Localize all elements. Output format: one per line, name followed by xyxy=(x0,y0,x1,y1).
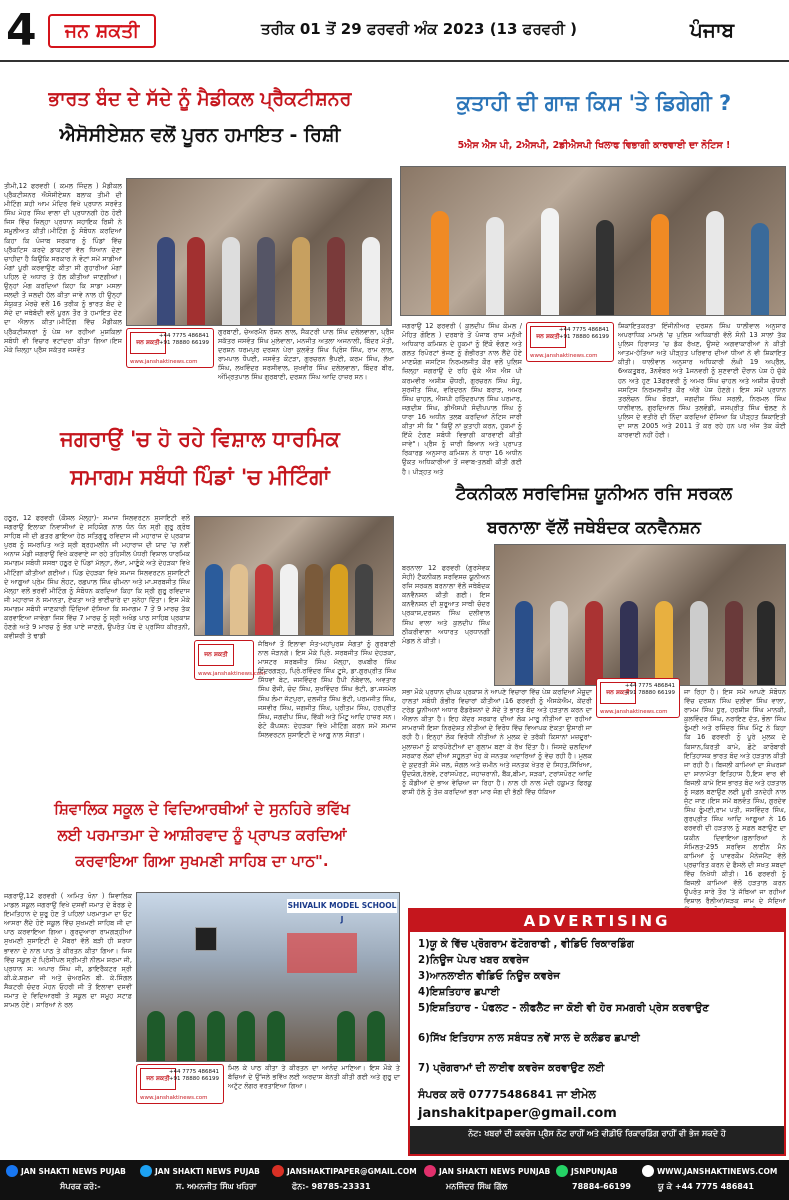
twitter-label: JAN SHAKTI NEWS PUJAB xyxy=(155,1167,260,1176)
badge-phones: +44 7775 486841 +91 78880 66199 xyxy=(168,1069,219,1082)
article-religious-event xyxy=(0,426,400,796)
ad-email-link[interactable]: janshakitpaper@gmail.com xyxy=(418,1106,617,1121)
masthead xyxy=(0,0,789,62)
stage-decoration xyxy=(287,933,357,973)
ad-item-6: 6)ਸਿੱਖ ਇਤਿਹਾਸ ਨਾਲ ਸਬੰਧਤ ਨਵੇਂ ਸਾਲ ਦੇ ਕਲੰਡਰ ਛਪਾਈ xyxy=(418,1033,640,1044)
ad-item-3: 3)ਆਨਲਾਈਨ ਵੀਡਿਓ ਨਿਊਜ਼ ਕਵਰੇਜ xyxy=(418,971,561,982)
article-3-headline-line-2: ਸਮਾਗਮ ਸਬੰਧੀ ਪਿੰਡਾਂ 'ਚ ਮੀਟਿੰਗਾਂ xyxy=(70,465,330,489)
badge-url: www.janshaktinews.com xyxy=(530,353,598,359)
footer-phone-1: ਫੋਨ:- 98785-23331 xyxy=(292,1182,371,1191)
article-3-body: ਹਠੂਰ, 12 ਫਰਵਰੀ (ਕੌਸ਼ਲ ਮੱਲ੍ਹਾ)- ਸਮਾਜ ਸਿਲਵਰਟਨ ਸੁਸਾਇਟੀ ਵਲੋਂ ਜਗਰਾਉਂ ਇਲਾਕਾ ਨਿਵਾਸੀਆਂ ਦੇ ਸਹਿਯੋਗ ਨਾਲ ਧੰਨ ਧੰਨ ਸ੍ਰੀ ਗੁਰੂ ਗ੍ਰੰਥ ਸਾਹਿਬ ਜੀ ਦੀ ਛਤਰ ਛਾਇਆ ਹੇਠ ਸਤਿਗੁਰੂ ਰਵਿਦਾਸ ਜੀ ਮਹਾਰਾਜ ਦੇ ਪ੍ਰਕਾਸ਼ ਪੁਰਬ ਨੂੰ ਸਮਰਪਿਤ ਅਤੇ ਸ਼੍ਰੀ ਬ੍ਰਹਮਲੀਨ ਜੀ ਮਹਾਰਾਜ ਦੀ ਯਾਦ 'ਚ ਨਵੀਂ ਅਨਾਜ ਮੰਡੀ ਜਗਰਾਉਂ ਵਿਖੇ ਕਰਵਾਏ ਜਾ ਰਹੇ ਤਹਿਸੀਲ ਪੱਧਰੀ ਵਿਸ਼ਾਲ ਧਾਰਮਿਕ ਸਮਾਗਮ ਸਬੰਧੀ ਸਸਥਾ ਹਠੂਰ ਦੇ ਪਿੰਡਾਂ ਮੱਲ੍ਹਾ, ਲੱਖਾ, ਮਾਣੂੰਕੇ ਅਤੇ ਦੇਹੜਕਾ ਵਿਖੇ ਮੀਟਿੰਗਾਂ ਕੀਤੀਆਂ ਗਈਆਂ। ਪਿੰਡ ਦੇਹੜਕਾ ਵਿਖੇ ਸਮਾਜ ਸਿਲਵਰਟਨ ਸੁਸਾਇਟੀ ਦੇ ਆਗੂਆਂ ਪ੍ਰੇਮ ਸਿੰਘ ਲੋਹਟ, ਰਛਪਾਲ ਸਿੰਘ ਚੀਮਨਾ ਅਤੇ ਮਾ.ਸਰਬਜੀਤ ਸਿੰਘ ਮੱਲ੍ਹਾ ਵਲੋਂ ਭਰਵੀਂ ਮੀਟਿੰਗ ਨੂੰ ਸੰਬੋਧਨ ਕਰਦਿਆਂ ਕਿਹਾ ਕਿ ਸ੍ਰੀ ਗੁਰੂ ਰਵਿਦਾਸ ਜੀ ਮਹਾਰਾਜ ਨੇ ਸਮਾਨਤਾ, ਏਕਤਾ ਅਤੇ ਭਾਈਚਾਰੇ ਦਾ ਸੁਨੇਹਾ ਦਿੱਤਾ। ਇਸ ਮੌਕੇ ਸਮਾਗਮ ਸਬੰਧੀ ਜਾਣਕਾਰੀ ਦਿੰਦਿਆਂ ਦੱਸਿਆ ਕਿ ਸਮਾਗਮ 7 ਤੋਂ 9 ਮਾਰਚ ਤੱਕ ਕਰਵਾਇਆ ਜਾਵੇਗਾ ਜਿਸ ਵਿੱਚ 7 ਮਾਰਚ ਨੂੰ ਸ੍ਰੀ ਅਖੰਡ ਪਾਠ ਸਾਹਿਬ ਪ੍ਰਕਾਸ਼ ਹੋਣਗੇ ਅਤੇ 9 ਮਾਰਚ ਨੂੰ ਭੋਗ ਪਾਏ ਜਾਣਗੇ, ਉਪਰੰਤ ਪੰਥ ਦੇ ਪ੍ਰਸਿੱਧ ਕੀਰਤਨੀ, ਕਵੀਸ਼ਰੀ ਤੇ ਢਾਡੀ xyxy=(4,514,190,641)
officials-photo xyxy=(400,166,786,316)
article-shivalik-school xyxy=(0,796,404,1158)
newspaper-logo[interactable]: ਜਨ ਸ਼ਕਤੀ xyxy=(48,14,156,48)
article-4-intro: ਬਰਨਾਲਾ 12 ਫਰਵਰੀ (ਗੁਰਸੇਵਕ ਸੋਹੀ) ਟੈਕਨੀਕਲ ਸਰਵਿਸਜ਼ ਯੂਨੀਅਨ ਰਜਿ ਸਰਕਲ ਬਰਨਾਲਾ ਵੱਲੋਂ ਜਥੇਬੰਦਕ ਕਨਵੈਨਸ਼ਨ ਕੀਤੀ ਗਈ। ਇਸ ਕਨਵੈਨਸ਼ਨ ਦੀ ਸ਼ੁਰੂਆਤ ਸਾਥੀ ਚੰਦਰ ਪ੍ਰਕਾਸ਼,ਦਰਸ਼ਨ ਸਿੰਘ ਦਲੀਵਾਲ ਸਿੰਘ ਵਾਲਾ ਅਤੇ ਕੁਲਦੀਪ ਸਿੰਘ ਠੀਕਰੀਵਾਲਾ ਅਧਾਰਤ ਪ੍ਰਧਾਨਗੀ ਮੰਡਲ ਨੇ ਕੀਤੀ। xyxy=(402,564,490,645)
badge-logo: ਜਨ ਸ਼ਕਤੀ xyxy=(130,332,166,354)
badge-phones: +44 7775 486841 +91 78880 66199 xyxy=(158,333,209,346)
article-technical-services xyxy=(400,426,789,906)
article-4-body-continued: ਜਾ ਰਿਹਾ ਹੈ। ਇਸ ਸਮੇਂ ਆਪਣੇ ਸੰਬੋਧਨ ਵਿੱਚ ਦਰਸ਼ਨ ਸਿੰਘ ਦਲੀਵਾ ਸਿੰਘ ਵਾਲਾ, ਰਾਮਮ ਸਿੰਘ ਧੂਰ, ਹਰਸ਼ੀਸ਼ ਸਿੰਘ ਮਾਨਕੀ, ਕੁਲਵਿੰਦਰ ਸਿੰਘ, ਨਰਾਇਣ ਦੱਤ, ਭੋਲਾ ਸਿੰਘ ਰੂੰਮਣੀ ਅਤੇ ਰਜਿੰਦਰ ਸਿੰਘ ਮਿੰਟੂ ਨੇ ਕਿਹਾ ਕਿ 16 ਫਰਵਰੀ ਨੂੰ ਪੂਰੇ ਮੁਲਕ ਦੇ ਕਿਸਾਨ,ਕਿਰਤੀ ਕਾਮੇ, ਛੋਟੇ ਕਾਰੋਬਾਰੀ ਇਤਿਹਾਸਕ ਭਾਰਤ ਬੰਦ ਅਤੇ ਹੜਤਾਲ ਕੀਤੀ ਜਾ ਰਹੀ ਹੈ। ਬਿਜਲੀ ਕਾਮਿਆਂ ਦਾ ਸੰਘਰਸ਼ਾਂ ਦਾ ਸ਼ਾਨਾਮੱਤਾ ਇਤਿਹਾਸ ਹੈ,ਇਸ ਵਾਰ ਵੀ ਬਿਜਲੀ ਕਾਮੇ ਇਸ ਭਾਰਤ ਬੰਦ ਅਤੇ ਹੜਤਾਲ ਨੂੰ ਸਫ਼ਲ ਬਣਾਉਣ ਲਈ ਪੂਰੀ ਤਨਦੇਹੀ ਨਾਲ ਜੁੱਟ ਜਾਣ।ਇਸ ਸਮੇਂ ਬਲਵੰਤ ਸਿੰਘ, ਗੁਰਦੇਵ ਸਿੰਘ ਰੂੰਮਣੀ,ਰਾਮ ਪਤੀ, ਜਸਵਿੰਦਰ ਸਿੰਘ, ਗੁਰਪ੍ਰੀਤ ਸਿੰਘ ਆਦਿ ਆਗੂਆਂ ਨੇ 16 ਫਰਵਰੀ ਦੀ ਹੜਤਾਲ ਨੂੰ ਸਫ਼ਲ ਬਣਾਉਣ ਦਾ ਯਕੀਨ ਦਿਵਾਇਆ।ਬੁਲਾਰਿਆਂ ਨੇ ਸੰਮਿਲਤ-295 ਸਰਵਿਸ ਲਾਈਨ ਮੈਨ ਕਾਮਿਆਂ ਨੂੰ ਪਾਵਰਕੌਮ ਮੈਨੇਜਮੈਂਟ ਵੱਲੋਂ ਪ੍ਰਚਾਰਿਤ ਕਰਨ ਦੇ ਫੈਸਲੇ ਦੀ ਸਖ਼ਤ ਸ਼ਬਦਾਂ ਵਿੱਚ ਨਿਖੇਧੀ ਕੀਤੀ। 16 ਫਰਵਰੀ ਨੂੰ ਬਿਜਲੀ ਕਾਮਿਆਂ ਵੱਲੋਂ ਹੜਤਾਲ ਕਰਨ ਉਪਰੰਤ ਸਾਰੇ ਤੌਰ 'ਤੇ ਜੱਥਿਆਂ ਜਾ ਰਹੀਆਂ ਵਿਸ਼ਾਲ ਰੈਲੀਆਂ/ਸੜਕ ਜਾਮ ਦੇ ਸੱਦਿਆਂ xyxy=(684,688,786,906)
article-5-body: ਜਗਰਾਉਂ,12 ਫਰਵਰੀ ( ਅਮਿਤ ਖੰਨਾ ) ਸ਼ਿਵਾਲਿਕ ਮਾਡਲ ਸਕੂਲ ਜਗਰਾਉਂ ਵਿਖੇ ਦਸਵੀਂ ਜਮਾਤ ਦੇ ਬੋਰਡ ਦੇ ਇਮਤਿਹਾਨ ਦੇ ਸ਼ੁਰੂ ਹੋਣ ਤੋਂ ਪਹਿਲਾਂ ਪਰਮਾਤਮਾ ਦਾ ਓਟ ਆਸਰਾ ਲੈਂਦੇ ਹੋਏ ਸਕੂਲ ਵਿੱਚ ਸੁਖਮਣੀ ਸਾਹਿਬ ਜੀ ਦਾ ਪਾਠ ਕਰਵਾਇਆ ਗਿਆ। ਗੁਰਦੁਆਰਾ ਰਾਮਗੜ੍ਹੀਆਂ ਸੁਖਮਣੀ ਸੁਸਾਇਟੀ ਦੇ ਮੈਂਬਰਾਂ ਵੱਲੋਂ ਬੜੀ ਹੀ ਸ਼ਰਧਾ ਭਾਵਨਾ ਦੇ ਨਾਲ ਪਾਠ ਤੇ ਕੀਰਤਨ ਕੀਤਾ ਗਿਆ। ਜਿਸ ਵਿੱਚ ਸਕੂਲ ਦੇ ਪ੍ਰਿੰਸੀਪਲ ਸ੍ਰੀਮਤੀ ਨੀਲਮ ਸ਼ਰਮਾ ਜੀ, ਪ੍ਰਧਾਨ ਸ: ਅਪਾਰ ਸਿੰਘ ਜੀ, ਡਾਇਰੈਕਟਰ ਸ੍ਰੀ ਕੀ.ਕੇ.ਸ਼ਰਮਾ ਜੀ ਅਤੇ ਚੇਅਰਮੈਨ ਬੀ. ਕੇ.ਸਿੰਗਲ ਸੈਕਟਰੀ ਚੰਦਰ ਮੋਹਨ ਓਹਰੀ ਜੀ ਤੋਂ ਇਲਾਵਾ ਦਸਵੀਂ ਜਮਾਤ ਦੇ ਵਿਦਿਆਰਥੀ ਤੇ ਸਕੂਲ ਦਾ ਸਮੂਹ ਸਟਾਫ਼ ਸ਼ਾਮਲ ਹੋਏ। ਸਾਰਿਆਂ ਨੇ ਰਲ xyxy=(4,892,132,1010)
facebook-icon xyxy=(6,1165,18,1177)
badge-url: www.janshaktinews.com xyxy=(140,1095,208,1101)
dateline: ਤਰੀਕ 01 ਤੋਂ 29 ਫਰਵਰੀ ਅੰਕ 2023 (13 ਫਰਵਰੀ ) xyxy=(260,20,578,38)
article-2-body-continued: ਸ਼ਿਕਾਇਤਕਰਤਾ ਇੰਜੀਨੀਅਰ ਦਰਸ਼ਨ ਸਿੰਘ ਧਾਲੀਵਾਲ ਅਨੁਸਾਰ ਅਪਰਾਧਿਕ ਮਾਮਲੇ 'ਚ ਪੁਲਿਸ ਅਧਿਕਾਰੀ ਵੱਲੋਂ ਸੰਨੀ 13 ਸਾਲਾਂ ਤੱਕ ਪੁਲਿਸ ਹਿਰਾਸਤ 'ਚ ਡੱਕ ਰੱਖਣ, ਉਸਦੇ ਅਗਵਾਕਾਰੀਆਂ ਨੇ ਕੀਤੀ ਆਤਮ-ਹੱਤਿਆ ਅਤੇ ਪੀੜ੍ਹਤ ਪਰਿਵਾਰ ਦੀਆਂ ਧੀਆਂ ਨੇ ਵੀ ਸ਼ਿਕਾਇਤ ਕੀਤੀ। ਧਾਲੀਵਾਲ ਅਨੁਸਾਰ ਅਧਿਕਾਰੀ ਲੰਘੀ 19 ਅਪ੍ਰੈਲ, 6ਅਕਤੂਬਰ, 3ਨਵੰਬਰ ਅਤੇ 1ਜਨਵਰੀ ਨੂੰ ਸੁਣਵਾਈ ਦੌਰਾਨ ਪੇਸ਼ ਹੋ ਚੁੱਕੇ ਹਨ ਅਤੇ ਹੁਣ 13ਫਰਵਰੀ ਨੂੰ ਅਮਰ ਸਿੰਘ ਚਾਹਲ ਅਤੇ ਅਸ਼ੀਸ਼ ਚੌਧਰੀ ਜਸਟਿਸ ਨਿਰਮਲਜੀਤ ਕੌਰ ਅੱਗੇ ਪੇਸ਼ ਹੋਣਗੇ। ਇਸ ਸਮੇਂ ਪ੍ਰਧਾਨ ਤਰਲੋਚਨ ਸਿੰਘ ਝੋਰੜਾਂ, ਜਗਦੀਸ਼ ਸਿੰਘ ਸਰਲੀ, ਨਿਰਮਲ ਸਿੰਘ ਧਾਲੀਵਾਲ, ਗੁਰਦਿਆਲ ਸਿੰਘ ਤਲਵੰਡੀ, ਜਸਪ੍ਰੀਤ ਸਿੰਘ ਢੋਲਣ ਨੇ ਪੁਲਿਸ ਦੇ ਵਤੀਰੇ ਦੀ ਨਿੰਦਾ ਕਰਦਿਆਂ ਦੱਸਿਆ ਕਿ ਪੀੜ੍ਹਤ ਸ਼ਿਕਾਇਤੀ ਦਾ ਸਾਲ 2005 ਅਤੇ 2011 ਤੋਂ ਕਰ ਰਹੇ ਹਨ ਪਰ ਅੱਜ ਤੱਕ ਕੋਈ ਕਾਰਵਾਈ ਨਹੀਂ ਹੋਈ। xyxy=(618,322,786,440)
globe-icon xyxy=(642,1165,654,1177)
badge-logo: ਜਨ ਸ਼ਕਤੀ xyxy=(140,1068,176,1090)
school-sign: SHIVALIK MODEL SCHOOL J xyxy=(287,901,397,924)
instagram-icon xyxy=(424,1165,436,1177)
facebook-label: JAN SHAKTI NEWS PUJAB xyxy=(21,1167,126,1176)
advertising-box xyxy=(408,908,786,1156)
badge-url: www.janshaktinews.com xyxy=(600,709,668,715)
article-2-subhead: 5ਐਸ ਐਸ ਪੀ, 2ਐਸਪੀ, 2ਡੀਐਸਪੀ ਖਿਲਾਫ ਵਿਭਾਗੀ ਕਾਰਵਾਈ ਦਾ ਨੋਟਿਸ ! xyxy=(457,140,731,151)
twitter-link[interactable] xyxy=(140,1164,260,1179)
badge-url: www.janshaktinews.com xyxy=(198,671,266,677)
article-5-headline-line-2: ਲਈ ਪਰਮਾਤਮਾ ਦੇ ਆਸ਼ੀਰਵਾਦ ਨੂੰ ਪ੍ਰਾਪਤ ਕਰਦਿਆਂ xyxy=(57,826,347,844)
article-medical-practitioners xyxy=(0,66,400,426)
whatsapp-label: JSNPUNJAB xyxy=(571,1167,618,1176)
article-2-body: ਜਗਰਾਉਂ 12 ਫਰਵਰੀ ( ਕੁਲਦੀਪ ਸਿੰਘ ਕੋਮਲ /ਮੋਹਿਤ ਗੋਇਲ ) ਦਰਬਾਰੇ ਤੋਂ ਪੰਜਾਬ ਰਾਜ ਮਨੁੱਖੀ ਅਧਿਕਾਰ ਕਮਿਸ਼ਨ ਦੇ ਹੁਕਮਾਂ ਨੂੰ ਇੱਕੋ ਵੰਗਣ ਅਤੇ ਗਲਤ ਰਿਪੋਰਟਾਂ ਭੇਜਣ ਨੂੰ ਗੰਭੀਰਤਾ ਨਾਲ ਲੈਂਦੇ ਹੋਏ ਮਾਣਯੋਗ ਜਸਟਿਸ ਨਿਰਮਲਜੀਤ ਕੌਰ ਵਲੋਂ ਪੁਲਿਸ ਜ਼ਿਲ੍ਹਾ ਜਗਰਾਉਂ ਦੇ ਰਹਿ ਚੁੱਕੇ ਐਸ ਐਸ ਪੀ ਕਰਮਵੀਰ ਅਸ਼ੀਸ਼ ਚੌਧਰੀ, ਗੁਰਚਰਨ ਸਿੰਘ ਸੰਧੂ, ਸੁਰਜੀਤ ਸਿੰਘ, ਵਰਿਦਰਨ ਸਿੰਘ ਬਰਾੜ, ਅਮਰ ਸਿੰਘ ਚਾਹਲ, ਐਸਪੀ ਹਰਿੰਦਰਪਾਲ ਸਿੰਘ ਪਰਮਾਰ, ਜਗਦੀਸ਼ ਸਿੰਘ, ਡੀਐਸਪੀ ਸੰਦੀਪਪਾਲ ਸਿੰਘ ਨੂੰ ਧਾਰਾ 16 ਅਧੀਨ ਤਲਬ ਕਰਦਿਆਂ ਨੋਟਿਸ ਜਾਰੀ ਕੀਤਾ ਸੀ ਕਿ " ਕਿਉਂ ਨਾਂ ਕੁਤਾਹੀ ਕਰਨ, ਹੁਕਮਾਂ ਨੂੰ ਇੱਕੋ ਟੰਗਣ ਸਬੰਧੀ ਵਿਭਾਗੀ ਕਾਰਵਾਈ ਕੀਤੀ ਜਾਵੇ"। ਪ੍ਰੈਸ ਨੂੰ ਜਾਰੀ ਬਿਆਨ ਅਤੇ ਪ੍ਰਾਪਤ ਰਿਕਾਰਡ ਅਨੁਸਾਰ ਕਮਿਸ਼ਨ ਨੇ ਧਾਰਾ 16 ਅਧੀਨ ਉਕਤ ਅਧਿਕਾਰੀਆਂ ਤੋਂ ਜਵਾਬ-ਤਲਬੀ ਕੀਤੀ ਗਈ ਹੈ। ਪੀੜ੍ਹਤ ਅਤੇ xyxy=(402,322,522,476)
meeting-photo xyxy=(126,178,392,326)
ad-item-4: 4)ਇਸ਼ਤਿਹਾਰ ਛਪਾਈ xyxy=(418,987,500,998)
advertising-title: ADVERTISING xyxy=(410,910,784,932)
footer-editor: ਸ. ਅਮਨਜੀਤ ਸਿੰਘ ਖਹਿਰਾ xyxy=(176,1182,257,1191)
section-label: ਪੰਜਾਬ xyxy=(690,18,735,42)
badge-logo: ਜਨ ਸ਼ਕਤੀ xyxy=(198,644,234,666)
article-5-headline-line-3: ਕਰਵਾਇਆ ਗਿਆ ਸੁਖਮਣੀ ਸਾਹਿਬ ਦਾ ਪਾਠ". xyxy=(75,852,329,870)
portrait-frame xyxy=(195,927,217,951)
article-3-body-continued: ਜੱਥਿਆਂ ਤੋਂ ਇਲਾਵਾ ਸੰਤ-ਮਹਾਂਪੁਰਸ਼ ਸੰਗਤਾਂ ਨੂੰ ਗੁਰਬਾਣੀ ਨਾਲ ਜੋੜਨਗੇ। ਇਸ ਮੌਕੇ ਪ੍ਰਿੰ. ਸਰਬਜੀਤ ਸਿੰਘ ਦੇਹੜਕਾ, ਮਾਸਟਰ ਸਰਬਜੀਤ ਸਿੰਘ ਮੱਲ੍ਹਾ, ਰਘਬੀਰ ਸਿੰਘ ਇੰਦਰਗੜ੍ਹ, ਪ੍ਰਿੰ.ਰਵਿੰਦਰ ਸਿੰਘ ਟੂਸੇ, ਡਾ.ਗੁਰਪ੍ਰੀਤ ਸਿੰਘ ਸਿੱਧਵਾਂ ਬੇਟ, ਜਸਵਿੰਦਰ ਸਿੰਘ ਹੈਪੀ ਨੰਬੇਵਾਲ, ਅਵਤਾਰ ਸਿੰਘ ਫੌਜੀ, ਚੰਦ ਸਿੰਘ, ਸੁਖਵਿੰਦਰ ਸਿੰਘ ਭੱਟੀ, ਡਾ.ਜਸਮੇਲ ਸਿੰਘ ਲੰਮਾ ਜੱਟਪੁਰਾ, ਦਲਜੀਤ ਸਿੰਘ ਭੱਟੀ, ਪਰਮਜੀਤ ਸਿੰਘ, ਜਸਵੀਰ ਸਿੰਘ, ਜਗਜੀਤ ਸਿੰਘ, ਪ੍ਰੀਤਮ ਸਿੰਘ, ਹਰਪ੍ਰੀਤ ਸਿੰਘ, ਜਗਦੀਪ ਸਿੰਘ, ਵਿੱਕੀ ਅਤੇ ਮਿੰਟੂ ਆਦਿ ਹਾਜ਼ਰ ਸਨ। ਫੋਟੋ ਕੈਪਸ਼ਨ: ਦੇਹੜਕਾ ਵਿਖੇ ਮੀਟਿੰਗ ਕਰਨ ਸਮੇਂ ਸਮਾਜ ਸਿਲਵਰਟਨ ਸੁਸਾਇਟੀ ਦੇ ਆਗੂ ਨਾਲ ਸੰਗਤਾਂ। xyxy=(258,640,396,739)
article-4-headline-line-1: ਟੈਕਨੀਕਲ ਸਰਵਿਸਿਜ਼ ਯੂਨੀਅਨ ਰਜਿ ਸਰਕਲ xyxy=(455,484,733,504)
article-1-headline-line-2: ਐਸੋਸੀਏਸ਼ਨ ਵਲੋਂ ਪੂਰਨ ਹਮਾਇਤ - ਰਿਸ਼ੀ xyxy=(59,124,341,146)
ad-item-7: 7) ਪ੍ਰੋਗਰਾਮਾਂ ਦੀ ਲਾਈਵ ਕਵਰੇਜ ਕਰਵਾਉਣ ਲਈ xyxy=(418,1063,605,1074)
article-4-body: ਸਭਾ ਮੌਕੇ ਪ੍ਰਧਾਨ ਦੀਪਕ ਪ੍ਰਕਾਸ਼ ਨੇ ਆਪਣੇ ਵਿਚਾਰਾ ਵਿੱਚ ਪੇਸ਼ ਕਰਦਿਆਂ ਮੌਜੂਦਾ ਹਾਲਤਾਂ ਸਬੰਧੀ ਗੰਭੀਰ ਵਿਚਾਰਾਂ ਕੀਤੀਆਂ।16 ਫਰਵਰੀ ਨੂੰ ਐਸਕੇਐਮ, ਕੇਂਦਰੀ ਟਰੇਡ ਯੂਨੀਅਨਾਂ ਅਧਾਰ ਫੈਡਰੇਸ਼ਨਾਂ ਦੇ ਸੱਦੇ ਤੇ ਭਾਰਤ ਬੰਦ ਅਤੇ ਹੜਤਾਲ ਕਰਨ ਦਾ ਐਲਾਨ ਕੀਤਾ ਹੈ। ਇਹ ਕੇਂਦਰ ਸਰਕਾਰ ਦੀਆਂ ਲੋਕ ਮਾਰੂ ਨੀਤੀਆਂ ਦਾ ਰਹੀਆਂ ਸਾਮਰਾਜੀ ਇਸ਼ਾ ਨਿਰਦੇਸ਼ਤ ਨੀਤੀਆਂ ਦੇ ਵਿਰੋਧ ਵਿੱਚ ਵਿਆਪਕ ਏਕਤਾ ਉਸਾਰੀ ਜਾ ਰਹੀ ਹੈ। ਇਨ੍ਹਾਂ ਲੋਕ ਵਿਰੋਧੀ ਨੀਤੀਆਂ ਨੇ ਮੁਲਕ ਦੇ ਤਰੱਕੀ ਕਿਸਾਨਾਂ ਮਜ਼ਦੂਰਾਂ-ਮੁਲਾਜ਼ਮਾਂ ਨੂੰ ਕਾਰਪੋਰੇਟੀਆਂ ਦਾ ਗੁਲਾਮ ਬਣਾ ਕੇ ਰੱਖ ਦਿੱਤਾ ਹੈ। ਜਿਸਦੇ ਚਲਦਿਆਂ ਸਰਕਾਰ ਲੋਕਾਂ ਦੀਆਂ ਸਹੂਲਤਾਂ ਖੋਹ ਕੇ ਜਨਤਕ ਅਦਾਰਿਆਂ ਨੂੰ ਵੇਚ ਰਹੀ ਹੈ। ਮੁਲਕ ਦੇ ਕੁਦਰਤੀ ਸੋਮੇ ਜਲ, ਜੰਗਲ ਅਤੇ ਜ਼ਮੀਨ ਅਤੇ ਜਨਤਕ ਖੇਤਰ ਦੇ ਸਿਹਤ,ਸਿੱਖਿਆ, ਉਦਯੋਗ,ਰੇਲਵੇ, ਟਰਾਂਸਪੋਰਟ, ਜਹਾਜ਼ਰਾਨੀ, ਬੈਂਕ,ਬੀਮਾ, ਸੜਕਾਂ, ਟਰਾਂਸਪੋਰਟ ਆਦਿ ਨੂੰ ਕੌਡੀਆਂ ਦੇ ਭਾਅ ਵੇਚਿਆ ਜਾ ਰਿਹਾ ਹੈ। ਨਾਲ ਹੀ ਨਾਲ ਮੋਦੀ ਹਕੂਮਤ ਫਿਰਕੂ ਫਾਸ਼ੀ ਹੱਲੇ ਨੂੰ ਤੇਜ਼ ਕਰਦਿਆਂ ਭਰਾ ਮਾਰ ਜੰਗ ਦੀ ਭੱਠੀ ਵਿੱਚ ਧੱਕਿਆ xyxy=(402,688,592,797)
janshakti-badge-3 xyxy=(194,640,266,680)
ad-item-5: 5)ਇਸ਼ਤਿਹਾਰ - ਪੰਫਲਟ - ਲੀਫਲੈਟ ਜਾ ਕੋਈ ਵੀ ਹੋਰ ਸਮਗਰੀ ਪ੍ਰੇਸ ਕਰਵਾਉਣ xyxy=(418,1003,709,1014)
ad-note: ਨੋਟ: ਖਬਰਾਂ ਦੀ ਕਵਰੇਜ ਪ੍ਰੈਸ ਨੋਟ ਰਾਹੀਂ ਅਤੇ ਵੀਡੀਓ ਰਿਕਾਰਡਿੰਗ ਰਾਹੀਂ ਵੀ ਭੇਜ ਸਕਦੇ ਹੋ xyxy=(410,1126,784,1154)
ad-contact: ਸੰਪਰਕ ਕਰੋ 07775486841 ਜਾ ਈਮੇਲ xyxy=(418,1088,596,1101)
footer-phone-2: 78884-66199 xyxy=(572,1182,631,1191)
janshakti-badge-4 xyxy=(596,678,680,718)
ad-item-1: 1)ਯੂ ਕੇ ਵਿੱਚ ਪ੍ਰੋਗਰਾਮ ਫੋਟੋਗਰਾਫੀ , ਵੀਡਿਓ ਰਿਕਾਰਡਿੰਗ xyxy=(418,939,634,950)
whatsapp-icon xyxy=(556,1165,568,1177)
ad-item-2: 2)ਨਿਊਜ ਪੇਪਰ ਖਬਰ ਕਵਰੇਜ xyxy=(418,955,529,966)
article-3-headline-line-1: ਜਗਰਾਉਂ 'ਚ ਹੋ ਰਹੇ ਵਿਸ਼ਾਲ ਧਾਰਮਿਕ xyxy=(60,427,340,451)
article-2-headline: ਕੁਤਾਹੀ ਦੀ ਗਾਜ਼ ਕਿਸ 'ਤੇ ਡਿਗੇਗੀ ? xyxy=(456,91,732,115)
website-link[interactable] xyxy=(642,1164,777,1179)
convention-photo xyxy=(494,544,786,686)
article-1-body-continued: ਗੁਰਬਾਣੀ, ਚੇਅਰਮੈਨ ਰੋਸ਼ਨ ਲਾਲ, ਸੈਕਟਰੀ ਪਾਲ ਸਿੰਘ ਦਲੇਲਵਾਲਾ, ਪ੍ਰੈਸ ਸਕੱਤਰ ਜਸਵੰਤ ਸਿੰਘ ਮੁਲੇਵਾਲਾ, ਮਨਜੀਤ ਅਤਲਾ ਅਜਨਾਲੀ, ਬਿੰਦਰ ਮੱਤੀ, ਦਰਸ਼ਨ ਧਰਮਪੁਰ ਦਰਸ਼ਨ ਪੇਰਾ ਕੁਲਵੰਤ ਸਿੰਘ ਪ੍ਰਿੰਸ ਸਿੰਘ, ਰਾਮ ਲਾਲ, ਰਾਮਪਾਲ ਧੌਪਈ, ਜਸਵੰਤ ਕੋਟੜਾ, ਗੁਰਚਰਨ ਭੈਪਈ, ਕਰਮ ਸਿੰਘ, ਲੱਖਾ ਸਿੰਘ, ਲਖਵਿੰਦਰ ਸਰਸੀਵਾਲ, ਸੁਖਵੀਰ ਸਿੰਘ ਦਲੇਲਵਾਲਾ, ਬਿੰਦਰ ਬੀਰ, ਅੰਮ੍ਰਿਤਪਾਲ ਸਿੰਘ ਗੁਰਬਾਣੀ, ਦਰਸ਼ਨ ਸਿੰਘ ਆਦਿ ਹਾਜ਼ਰ ਸਨ। xyxy=(218,328,394,382)
badge-phones: +44 7775 486841 +91 78880 66199 xyxy=(624,683,675,696)
footer-phone-3: ਯੂ ਕੇ +44 7775 486841 xyxy=(658,1182,754,1191)
article-1-headline-line-1: ਭਾਰਤ ਬੰਦ ਦੇ ਸੱਦੇ ਨੂੰ ਮੈਡੀਕਲ ਪ੍ਰੈਕਟੀਸ਼ਨਰ xyxy=(48,88,352,110)
badge-url: www.janshaktinews.com xyxy=(130,359,198,365)
school-event-photo xyxy=(136,892,400,1062)
janshakti-badge-5 xyxy=(136,1064,224,1104)
twitter-icon xyxy=(140,1165,152,1177)
badge-logo: ਜਨ ਸ਼ਕਤੀ xyxy=(530,326,566,348)
footer-contact-label: ਸੰਪਰਕ ਕਰੋ:- xyxy=(60,1182,101,1191)
village-meeting-photo xyxy=(194,516,394,636)
article-4-headline-line-2: ਬਰਨਾਲਾ ਵੱਲੋਂ ਜਥੇਬੰਦਕ ਕਨਵੈਨਸ਼ਨ xyxy=(487,518,701,538)
email-link[interactable] xyxy=(272,1164,417,1179)
instagram-link[interactable] xyxy=(424,1164,550,1179)
article-negligence xyxy=(400,66,789,476)
footer xyxy=(0,1160,789,1200)
footer-editor-2: ਮਨਜਿੰਦਰ ਸਿੰਘ ਗਿੱਲ xyxy=(446,1182,508,1191)
email-icon xyxy=(272,1165,284,1177)
badge-phones: +44 7775 486841 +91 78880 66199 xyxy=(558,327,609,340)
janshakti-badge-2 xyxy=(526,322,614,362)
article-5-headline-line-1: ਸ਼ਿਵਾਲਿਕ ਸਕੂਲ ਦੇ ਵਿਦਿਆਰਥੀਆਂ ਦੇ ਸੁਨਹਿਰੇ ਭਵਿੱਖ xyxy=(54,800,350,818)
badge-logo: ਜਨ ਸ਼ਕਤੀ xyxy=(600,682,636,704)
janshakti-badge xyxy=(126,328,214,368)
website-label: WWW.JANSHAKTINEWS.COM xyxy=(657,1167,778,1176)
article-1-body: ਤੀਮੀ,12 ਫਰਵਰੀ ( ਕਮਲ ਜਿੰਦਲ ) ਮੈਡੀਕਲ ਪ੍ਰੈਕਟੀਸ਼ਨਰ ਐਸੋਸੀਏਸ਼ਨ ਬਲਾਕ ਤੀਮੀ ਦੀ ਮੀਟਿੰਗ ਸ਼ਹੀ ਆਮ ਮੰਦਿਰ ਵਿਖੇ ਪ੍ਰਧਾਨ ਸਰਵੰਤ ਸਿੰਘ ਮੇਹਰ ਸਿੰਘ ਵਾਲਾ ਦੀ ਪ੍ਰਧਾਨਗੀ ਹੇਠ ਹੋਈ ਜਿਸ ਵਿੱਚ ਜ਼ਿਲ੍ਹਾ ਪ੍ਰਧਾਨ ਸਹਾਇਕ ਰਿਸ਼ੀ ਨੇ ਸ਼ਮੂਲੀਅਤ ਕੀਤੀ।ਮੀਟਿੰਗ ਨੂੰ ਸੰਬੋਧਨ ਕਰਦਿਆਂ ਕਿਹਾ ਕਿ ਪੰਜਾਬ ਸਰਕਾਰ ਨੂੰ ਪਿੰਡਾਂ ਵਿੱਚ ਪ੍ਰੈਕਟਿਸ ਕਰਦੇ ਡਾਕਟਰਾਂ ਵੱਲ ਧਿਆਨ ਦੇਣਾ ਚਾਹੀਦਾ ਹੈ ਕਿਉਂਕਿ ਸਰਕਾਰ ਨੇ ਵੋਟਾਂ ਸਮੇਂ ਸਾਡੀਆਂ ਮੰਗਾਂ ਪੂਰੀ ਕਰਵਾਉਣ ਕੀਤਾ ਸੀ ਗੁਹਾਰੀਆਂ ਮੰਗਾਂ ਪਹਿਲ ਦੇ ਅਧਾਰ ਤੇ ਹੱਲ ਕੀਤੀਆਂ ਜਾਣਗੀਆਂ।ਉਨ੍ਹਾਂ ਮੰਗ ਕਰਦਿਆਂ ਕਿਹਾ ਕਿ ਸਾਡਾ ਮਸਲਾ ਜਲਦੀ ਤੋਂ ਜਲਦੀ ਹੱਲ ਕੀਤਾ ਜਾਵੇ ਨਾਲ ਹੀ ਉਨ੍ਹਾਂ ਸੰਯੁਕਤ ਮੋਰਚੇ ਵਲੋਂ 16 ਤਰੀਕ ਨੂੰ ਭਾਰਤ ਬੰਦ ਦੇ ਸੱਦੇ ਦਾ ਜਥੇਬੰਦੀ ਵਲੋਂ ਪੂਰਨ ਤੌਰ ਤੇ ਹਮਾਇਤ ਦੇਣ ਦਾ ਐਲਾਨ ਕੀਤਾ।ਮੀਟਿੰਗ ਵਿੱਚ ਮੈਡੀਕਲ ਪ੍ਰੈਕਟੀਸ਼ਨਰਾਂ ਨੂੰ ਪੇਸ਼ ਆ ਰਹੀਆਂ ਮੁਸ਼ਕਿਲਾਂ ਸਬੰਧੀ ਵੀ ਵਿਚਾਰ ਵਟਾਂਦਰਾ ਕੀਤਾ ਗਿਆ।ਇਸ ਮੌਕੇ ਜ਼ਿਲ੍ਹਾ ਪ੍ਰੈਸ ਸਕੱਤਰ ਜਸਵੰਤ xyxy=(4,182,122,354)
instagram-label: JAN SHAKTI NEWS PUNJAB xyxy=(439,1167,551,1176)
page-number: 4 xyxy=(6,5,37,56)
facebook-link[interactable] xyxy=(6,1164,126,1179)
article-5-body-continued: ਮਿਲ ਕੇ ਪਾਠ ਕੀਤਾ ਤੇ ਕੀਰਤਨ ਦਾ ਆਨੰਦ ਮਾਣਿਆ। ਇਸ ਮੌਕੇ ਤੇ ਬੱਚਿਆਂ ਦੇ ਉੱਜਲੇ ਭਵਿੱਖ ਲਈ ਅਰਦਾਸ ਬੇਨਤੀ ਕੀਤੀ ਗਈ ਅਤੇ ਗੁਰੂ ਦਾ ਅਟੁੱਟ ਲੰਗਰ ਵਰਤਾਇਆ ਗਿਆ। xyxy=(228,1064,400,1091)
whatsapp-link[interactable] xyxy=(556,1164,618,1179)
email-label: JANSHAKTIPAPER@GMAIL.COM xyxy=(287,1167,417,1176)
